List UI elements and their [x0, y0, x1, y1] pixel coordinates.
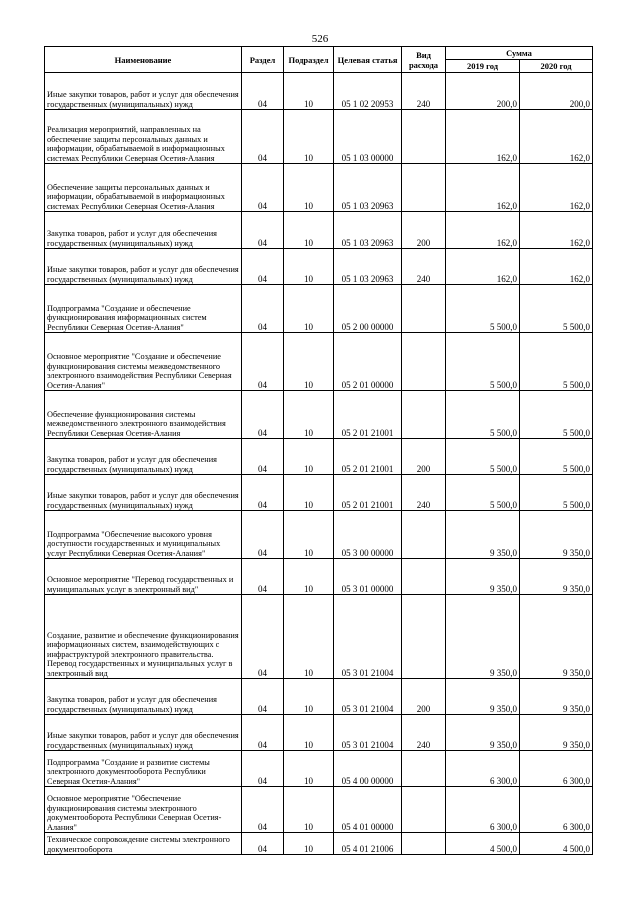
- table-cell-2020: 9 350,0: [520, 559, 593, 595]
- table-cell-subsection: 10: [284, 73, 334, 110]
- header-sum: Сумма: [446, 47, 593, 60]
- table-cell-expense-type: 240: [402, 249, 446, 285]
- table-cell-section: 04: [242, 212, 284, 249]
- header-target-article: Целевая статья: [334, 47, 402, 73]
- table-cell-subsection: 10: [284, 475, 334, 511]
- table-row: [45, 391, 593, 439]
- table-cell-2019: 4 500,0: [446, 833, 520, 855]
- table-cell-article: 05 2 01 21001: [334, 439, 402, 475]
- table-cell-subsection: 10: [284, 559, 334, 595]
- table-cell-section: 04: [242, 715, 284, 751]
- table-cell-subsection: 10: [284, 212, 334, 249]
- table-cell-2019: 9 350,0: [446, 679, 520, 715]
- table-row: [45, 164, 593, 212]
- table-cell-name: Создание, развитие и обеспечение функционирования информационных систем, взаимодействующих с инфраструктурой электронного правительства. Перевод государственных и муниципальных услуг в электронный вид: [45, 595, 242, 679]
- table-cell-section: 04: [242, 679, 284, 715]
- header-section: Раздел: [242, 47, 284, 73]
- table-row: [45, 439, 593, 475]
- table-row: [45, 559, 593, 595]
- table-cell-2019: 162,0: [446, 212, 520, 249]
- table-cell-subsection: 10: [284, 511, 334, 559]
- table-cell-section: 04: [242, 285, 284, 333]
- table-cell-article: 05 3 01 21004: [334, 715, 402, 751]
- table-cell-article: 05 1 03 20963: [334, 249, 402, 285]
- table-cell-name: Обеспечение функционирования системы межведомственного электронного взаимодействия Республики Северная Осетия-Алания: [45, 391, 242, 439]
- table-row: [45, 333, 593, 391]
- table-cell-2020: 5 500,0: [520, 391, 593, 439]
- table-cell-section: 04: [242, 511, 284, 559]
- table-cell-2020: 6 300,0: [520, 787, 593, 833]
- table-cell-expense-type: [402, 110, 446, 164]
- table-cell-2019: 5 500,0: [446, 439, 520, 475]
- table-cell-2020: 162,0: [520, 164, 593, 212]
- table-cell-article: 05 4 01 21006: [334, 833, 402, 855]
- table-cell-subsection: 10: [284, 110, 334, 164]
- table-cell-name: Основное мероприятие "Создание и обеспечение функционирования системы межведомственного электронного взаимодействия Республики Северная Осетия-Алания": [45, 333, 242, 391]
- table-cell-2020: 9 350,0: [520, 715, 593, 751]
- table-cell-2019: 162,0: [446, 110, 520, 164]
- table-row: [45, 715, 593, 751]
- table-cell-2019: 6 300,0: [446, 751, 520, 787]
- table-cell-name: Иные закупки товаров, работ и услуг для обеспечения государственных (муниципальных) нужд: [45, 73, 242, 110]
- header-subsection: Подраздел: [284, 47, 334, 73]
- table-cell-name: Иные закупки товаров, работ и услуг для обеспечения государственных (муниципальных) нужд: [45, 249, 242, 285]
- table-cell-2020: 162,0: [520, 212, 593, 249]
- table-cell-section: 04: [242, 559, 284, 595]
- table-cell-subsection: 10: [284, 249, 334, 285]
- table-row: [45, 595, 593, 679]
- table-cell-expense-type: [402, 285, 446, 333]
- table-body: [45, 73, 593, 855]
- table-cell-2019: 5 500,0: [446, 333, 520, 391]
- table-cell-name: Реализация мероприятий, направленных на обеспечение защиты персональных данных и информации, обрабатываемой в информационных системах Республики Северная Осетия-Алания: [45, 110, 242, 164]
- table-cell-expense-type: 200: [402, 439, 446, 475]
- table-row: [45, 787, 593, 833]
- table-cell-2020: 5 500,0: [520, 439, 593, 475]
- table-cell-2020: 5 500,0: [520, 285, 593, 333]
- table-cell-expense-type: [402, 164, 446, 212]
- table-cell-article: 05 2 01 00000: [334, 333, 402, 391]
- table-cell-subsection: 10: [284, 751, 334, 787]
- table-row: [45, 285, 593, 333]
- table-cell-2019: 9 350,0: [446, 559, 520, 595]
- table-cell-expense-type: [402, 333, 446, 391]
- table-cell-section: 04: [242, 110, 284, 164]
- table-cell-article: 05 1 03 00000: [334, 110, 402, 164]
- table-cell-2020: 5 500,0: [520, 475, 593, 511]
- table-cell-name: Закупка товаров, работ и услуг для обеспечения государственных (муниципальных) нужд: [45, 439, 242, 475]
- table-cell-article: 05 4 01 00000: [334, 787, 402, 833]
- table-cell-2020: 4 500,0: [520, 833, 593, 855]
- table-cell-name: Иные закупки товаров, работ и услуг для обеспечения государственных (муниципальных) нужд: [45, 475, 242, 511]
- table-cell-2019: 5 500,0: [446, 285, 520, 333]
- table-cell-article: 05 3 01 00000: [334, 559, 402, 595]
- table-cell-expense-type: 240: [402, 73, 446, 110]
- table-cell-subsection: 10: [284, 787, 334, 833]
- table-cell-article: 05 1 02 20953: [334, 73, 402, 110]
- table-cell-subsection: 10: [284, 391, 334, 439]
- table-cell-name: Подпрограмма "Создание и развитие системы электронного документооборота Республики Северная Осетия-Алания": [45, 751, 242, 787]
- table-cell-2019: 9 350,0: [446, 715, 520, 751]
- table-cell-name: Основное мероприятие "Перевод государственных и муниципальных услуг в электронный вид": [45, 559, 242, 595]
- table-cell-section: 04: [242, 595, 284, 679]
- table-row: [45, 511, 593, 559]
- table-cell-section: 04: [242, 73, 284, 110]
- table-cell-name: Закупка товаров, работ и услуг для обеспечения государственных (муниципальных) нужд: [45, 212, 242, 249]
- table-cell-article: 05 2 01 21001: [334, 475, 402, 511]
- table-cell-2020: 9 350,0: [520, 595, 593, 679]
- table-cell-name: Техническое сопровождение системы электронного документооборота: [45, 833, 242, 855]
- table-cell-article: 05 2 00 00000: [334, 285, 402, 333]
- table-cell-name: Подпрограмма "Обеспечение высокого уровня доступности государственных и муниципальных услуг Республики Северная Осетия-Алания": [45, 511, 242, 559]
- table-cell-2020: 9 350,0: [520, 511, 593, 559]
- table-cell-section: 04: [242, 751, 284, 787]
- table-row: [45, 679, 593, 715]
- table-cell-2019: 200,0: [446, 73, 520, 110]
- table-cell-section: 04: [242, 439, 284, 475]
- table-cell-name: Иные закупки товаров, работ и услуг для обеспечения государственных (муниципальных) нужд: [45, 715, 242, 751]
- table-row: [45, 475, 593, 511]
- table-cell-section: 04: [242, 787, 284, 833]
- table-cell-name: Подпрограмма "Создание и обеспечение функционирования информационных систем Республики Северная Осетия-Алания": [45, 285, 242, 333]
- table-cell-section: 04: [242, 391, 284, 439]
- table-row: [45, 833, 593, 855]
- table-cell-subsection: 10: [284, 679, 334, 715]
- budget-table: [44, 46, 593, 855]
- table-cell-expense-type: [402, 833, 446, 855]
- table-row: [45, 751, 593, 787]
- table-cell-expense-type: 240: [402, 715, 446, 751]
- table-cell-section: 04: [242, 333, 284, 391]
- table-cell-2019: 5 500,0: [446, 391, 520, 439]
- table-cell-expense-type: [402, 391, 446, 439]
- table-cell-subsection: 10: [284, 164, 334, 212]
- table-cell-section: 04: [242, 164, 284, 212]
- table-cell-expense-type: [402, 559, 446, 595]
- table-cell-subsection: 10: [284, 595, 334, 679]
- table-cell-expense-type: 200: [402, 212, 446, 249]
- header-expense-type: Вид расхода: [402, 47, 446, 73]
- table-cell-2019: 5 500,0: [446, 475, 520, 511]
- table-cell-2020: 9 350,0: [520, 679, 593, 715]
- header-year-2019: 2019 год: [446, 60, 520, 73]
- table-cell-subsection: 10: [284, 833, 334, 855]
- table-row: [45, 249, 593, 285]
- table-cell-article: 05 3 01 21004: [334, 595, 402, 679]
- table-cell-name: Закупка товаров, работ и услуг для обеспечения государственных (муниципальных) нужд: [45, 679, 242, 715]
- table-cell-section: 04: [242, 833, 284, 855]
- table-cell-article: 05 3 00 00000: [334, 511, 402, 559]
- table-cell-article: 05 3 01 21004: [334, 679, 402, 715]
- table-cell-section: 04: [242, 249, 284, 285]
- table-cell-name: Обеспечение защиты персональных данных и информации, обрабатываемой в информационных системах Республики Северная Осетия-Алания: [45, 164, 242, 212]
- table-cell-expense-type: 240: [402, 475, 446, 511]
- table-cell-2020: 5 500,0: [520, 333, 593, 391]
- table-cell-subsection: 10: [284, 285, 334, 333]
- header-name: Наименование: [45, 47, 242, 73]
- table-cell-expense-type: [402, 751, 446, 787]
- table-cell-article: 05 2 01 21001: [334, 391, 402, 439]
- table-cell-article: 05 1 03 20963: [334, 164, 402, 212]
- table-cell-subsection: 10: [284, 333, 334, 391]
- table-cell-name: Основное мероприятие "Обеспечение функционирования системы электронного документооборота Республики Северная Осетия-Алания": [45, 787, 242, 833]
- table-cell-2020: 162,0: [520, 110, 593, 164]
- table-cell-2019: 162,0: [446, 249, 520, 285]
- table-cell-section: 04: [242, 475, 284, 511]
- table-cell-expense-type: [402, 595, 446, 679]
- table-cell-expense-type: 200: [402, 679, 446, 715]
- table-cell-subsection: 10: [284, 715, 334, 751]
- table-row: [45, 73, 593, 110]
- table-cell-2020: 6 300,0: [520, 751, 593, 787]
- table-row: [45, 110, 593, 164]
- header-year-2020: 2020 год: [520, 60, 593, 73]
- table-cell-2019: 162,0: [446, 164, 520, 212]
- table-cell-article: 05 1 03 20963: [334, 212, 402, 249]
- table-cell-article: 05 4 00 00000: [334, 751, 402, 787]
- table-cell-expense-type: [402, 511, 446, 559]
- table-cell-2019: 9 350,0: [446, 595, 520, 679]
- page-number: 526: [311, 33, 329, 45]
- table-cell-subsection: 10: [284, 439, 334, 475]
- table-cell-expense-type: [402, 787, 446, 833]
- table-cell-2020: 162,0: [520, 249, 593, 285]
- table-cell-2019: 9 350,0: [446, 511, 520, 559]
- table-cell-2019: 6 300,0: [446, 787, 520, 833]
- table-cell-2020: 200,0: [520, 73, 593, 110]
- table-row: [45, 212, 593, 249]
